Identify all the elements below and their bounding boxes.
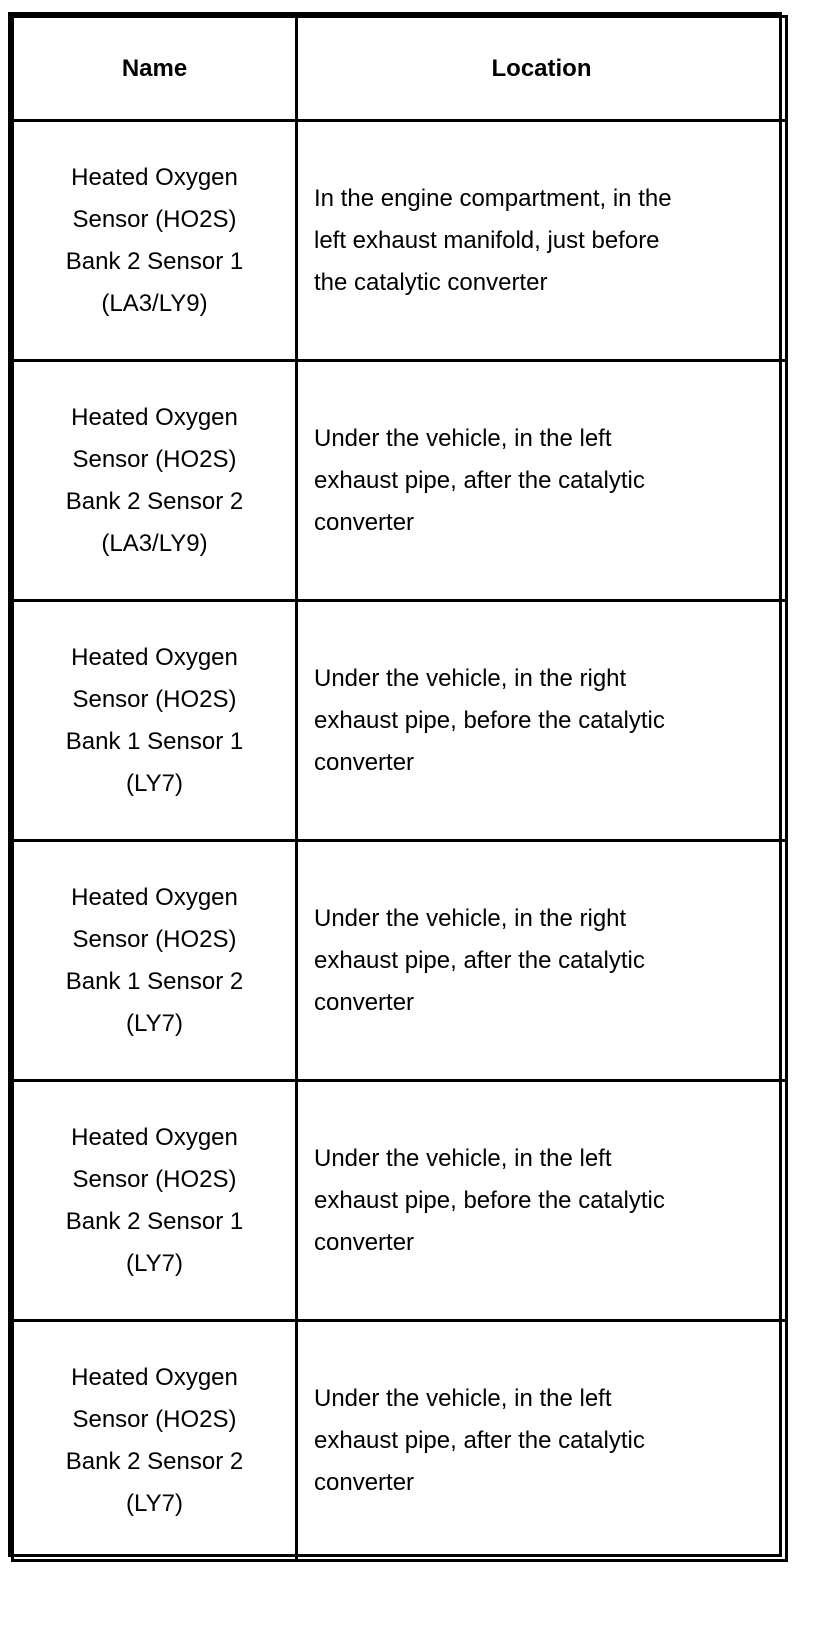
sensor-name-line: Sensor (HO2S) (72, 925, 237, 953)
column-header-name: Name (13, 17, 297, 121)
sensor-name-line: (LA3/LY9) (101, 529, 208, 557)
sensor-location-cell (297, 361, 787, 601)
table-row (13, 1081, 787, 1321)
sensor-name-line: (LA3/LY9) (101, 289, 208, 317)
sensor-location-cell (297, 1081, 787, 1321)
sensor-name-line: Bank 2 Sensor 1 (65, 247, 244, 275)
sensor-location-line: the catalytic converter (314, 268, 548, 296)
table-row (13, 601, 787, 841)
sensor-name-cell (13, 361, 297, 601)
sensor-location-line: converter (314, 1228, 415, 1256)
sensor-location-line: converter (314, 748, 415, 776)
sensor-name-line: (LY7) (126, 1009, 183, 1037)
sensor-location-line: exhaust pipe, after the catalytic (314, 1426, 645, 1454)
sensor-location-line: Under the vehicle, in the right (314, 904, 627, 932)
sensor-name-line: Bank 1 Sensor 1 (65, 727, 244, 755)
sensor-location-line: converter (314, 1468, 415, 1496)
sensor-location-line: Under the vehicle, in the left (314, 1144, 612, 1172)
table-row (13, 361, 787, 601)
sensor-name-line: Heated Oxygen (71, 163, 238, 191)
table-row (13, 1321, 787, 1561)
table-header-row (13, 17, 787, 121)
sensor-name-line: Bank 2 Sensor 1 (65, 1207, 244, 1235)
sensor-name-line: (LY7) (126, 769, 183, 797)
table-row (13, 841, 787, 1081)
sensor-name-cell (13, 601, 297, 841)
sensor-name-line: Heated Oxygen (71, 1123, 238, 1151)
sensor-name-cell (13, 841, 297, 1081)
sensor-name-cell (13, 1321, 297, 1561)
sensor-location-line: Under the vehicle, in the left (314, 1384, 612, 1412)
sensor-name-line: Bank 2 Sensor 2 (65, 1447, 244, 1475)
sensor-name-line: Sensor (HO2S) (72, 205, 237, 233)
sensor-name-cell (13, 1081, 297, 1321)
sensor-location-cell (297, 841, 787, 1081)
sensor-location-cell (297, 601, 787, 841)
sensor-location-line: converter (314, 988, 415, 1016)
sensor-location-line: exhaust pipe, after the catalytic (314, 946, 645, 974)
sensor-name-line: Heated Oxygen (71, 1363, 238, 1391)
sensor-location-line: Under the vehicle, in the right (314, 664, 627, 692)
sensor-name-line: Heated Oxygen (71, 643, 238, 671)
sensor-name-cell (13, 121, 297, 361)
sensor-location-cell (297, 121, 787, 361)
sensor-name-line: Bank 1 Sensor 2 (65, 967, 244, 995)
sensor-location-line: exhaust pipe, after the catalytic (314, 466, 645, 494)
table-row (13, 121, 787, 361)
sensor-name-line: (LY7) (126, 1249, 183, 1277)
sensor-location-line: Under the vehicle, in the left (314, 424, 612, 452)
component-location-table (11, 15, 788, 1562)
sensor-name-line: Bank 2 Sensor 2 (65, 487, 244, 515)
sensor-location-line: left exhaust manifold, just before (314, 226, 660, 254)
sensor-location-line: converter (314, 508, 415, 536)
sensor-name-line: Sensor (HO2S) (72, 685, 237, 713)
sensor-location-cell (297, 1321, 787, 1561)
sensor-location-line: exhaust pipe, before the catalytic (314, 706, 665, 734)
sensor-name-line: (LY7) (126, 1489, 183, 1517)
column-header-location: Location (297, 17, 787, 121)
sensor-name-line: Heated Oxygen (71, 403, 238, 431)
sensor-name-line: Sensor (HO2S) (72, 1405, 237, 1433)
sensor-location-line: In the engine compartment, in the (314, 184, 672, 212)
sensor-name-line: Heated Oxygen (71, 883, 238, 911)
component-location-table-frame (8, 12, 782, 1557)
sensor-name-line: Sensor (HO2S) (72, 1165, 237, 1193)
sensor-name-line: Sensor (HO2S) (72, 445, 237, 473)
sensor-location-line: exhaust pipe, before the catalytic (314, 1186, 665, 1214)
